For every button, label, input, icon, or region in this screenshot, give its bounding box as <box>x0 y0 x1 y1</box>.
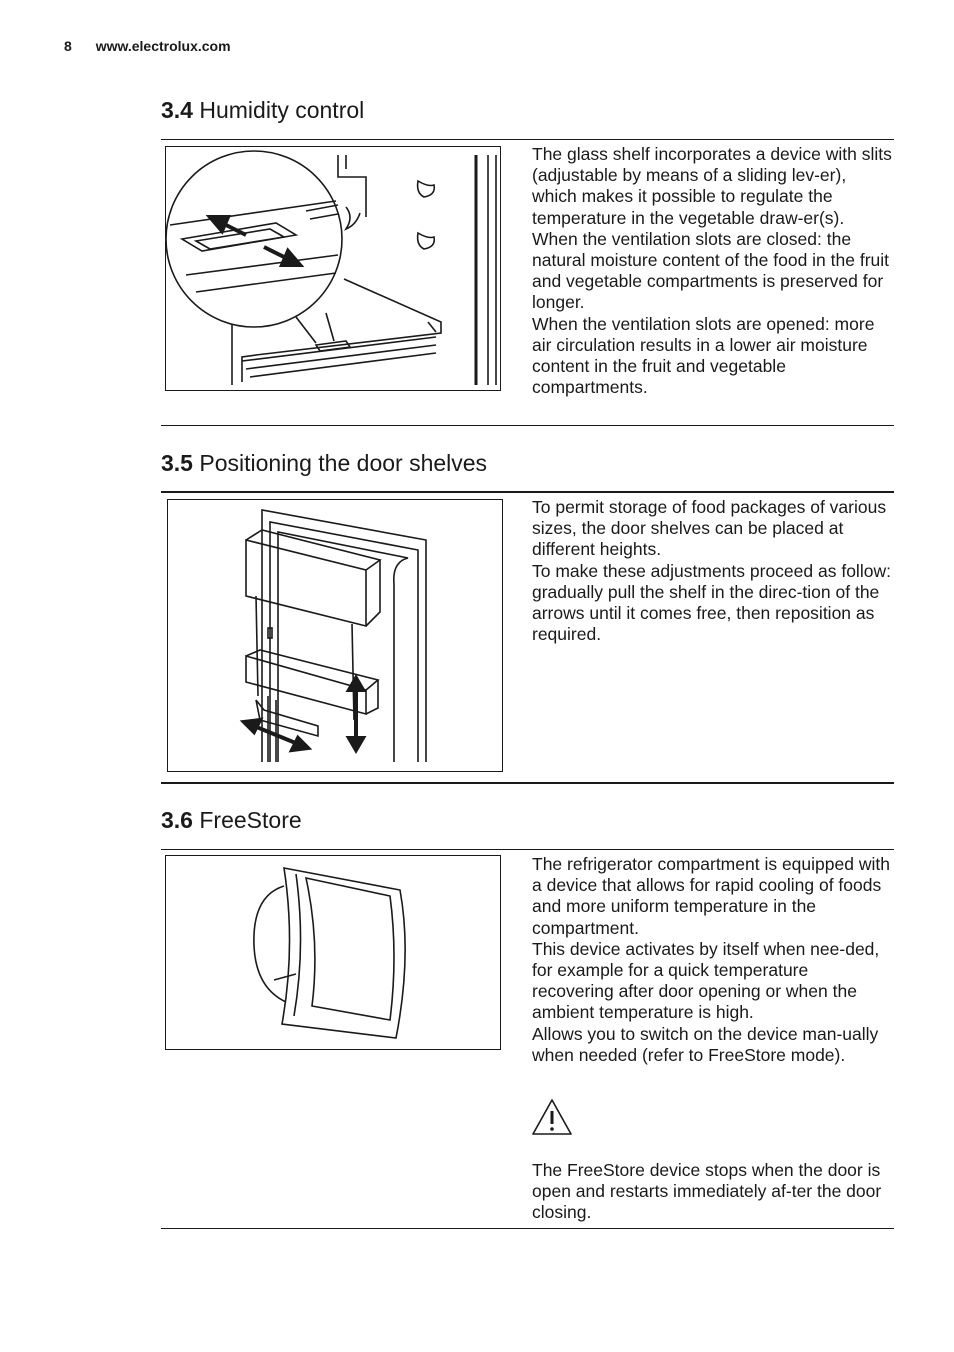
warning-text <box>532 1160 892 1224</box>
section-title-text: Positioning the door shelves <box>199 450 488 476</box>
paragraph: When the ventilation slots are opened: more air circulation results in a lower air moisture content in the fruit and vegetable compartments. <box>532 313 875 398</box>
section-title-text: FreeStore <box>199 807 302 833</box>
warning-icon <box>531 1098 573 1141</box>
section-title <box>161 96 894 124</box>
glass-shelf-slider-drawing <box>166 147 500 390</box>
section-freestore <box>161 806 894 1236</box>
top-rule <box>161 139 894 140</box>
paragraph: To permit storage of food packages of various sizes, the door shelves can be placed at different heights. <box>532 497 887 560</box>
paragraph: Allows you to switch on the device man-ually when needed (refer to FreeStore mode). <box>532 1023 879 1065</box>
paragraph: To make these adjustments proceed as follow: gradually pull the shelf in the direc-tion of the arrows until it comes free, then reposition as required. <box>532 560 891 645</box>
section-number: 3.4 <box>161 97 193 123</box>
paragraph: When the ventilation slots are closed: the natural moisture content of the food in the fruit and vegetable compartments is preserved for longer. <box>532 228 890 313</box>
section-body <box>532 854 892 1066</box>
humidity-control-illustration <box>165 146 501 391</box>
top-rule <box>161 491 894 493</box>
section-title <box>161 806 894 834</box>
freestore-fan-cover-drawing <box>166 856 500 1049</box>
top-rule <box>161 849 894 850</box>
door-shelf-drawing <box>168 500 502 771</box>
page-header <box>64 38 231 54</box>
paragraph: This device activates by itself when nee-ded, for example for a quick temperature recovering after door opening or when the ambient temperature is high. <box>532 938 880 1023</box>
page-number: 8 <box>64 38 72 54</box>
section-body <box>532 144 892 398</box>
section-humidity-control <box>161 96 894 436</box>
bottom-rule <box>161 1228 894 1229</box>
section-body <box>532 497 892 645</box>
section-title <box>161 449 894 477</box>
paragraph: The glass shelf incorporates a device with slits (adjustable by means of a sliding lev-er), which makes it possible to regulate the temperature in the vegetable draw-er(s). <box>532 144 892 228</box>
paragraph: The FreeStore device stops when the door is open and restarts immediately af-ter the door closing. <box>532 1160 882 1223</box>
door-shelves-illustration <box>167 499 503 772</box>
freestore-illustration <box>165 855 501 1050</box>
section-number: 3.5 <box>161 450 193 476</box>
bottom-rule <box>161 425 894 426</box>
section-title-text: Humidity control <box>199 97 365 123</box>
paragraph: The refrigerator compartment is equipped with a device that allows for rapid cooling of foods and more uniform temperature in the compartment. <box>532 854 890 938</box>
bottom-rule <box>161 782 894 784</box>
website-url[interactable]: www.electrolux.com <box>95 38 231 54</box>
section-number: 3.6 <box>161 807 193 833</box>
section-door-shelves <box>161 449 894 789</box>
